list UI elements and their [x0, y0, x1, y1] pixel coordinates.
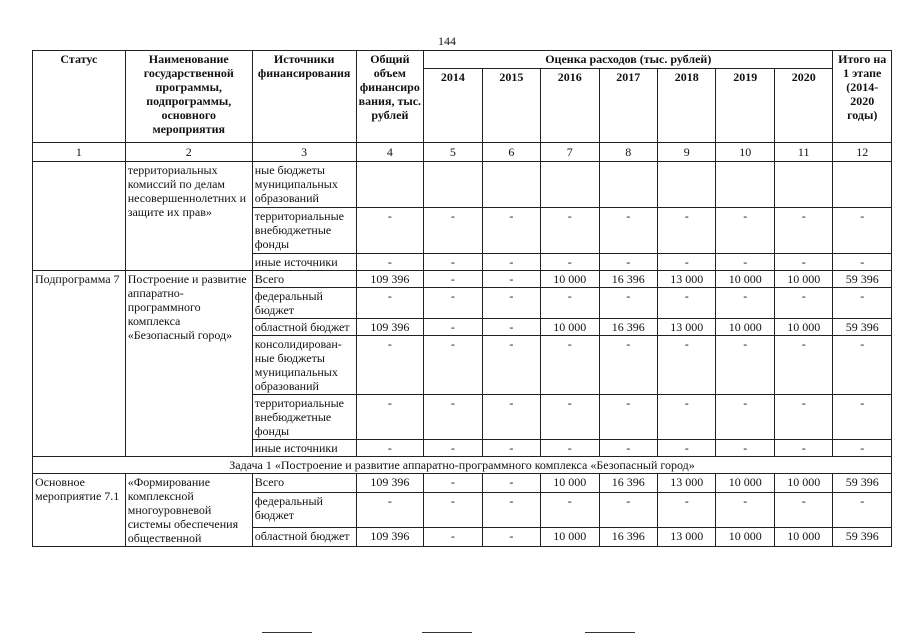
value-cell — [482, 162, 540, 208]
header-year: 2016 — [541, 69, 599, 143]
source-cell: Всего — [252, 474, 356, 493]
value-cell: - — [599, 254, 657, 271]
value-cell: - — [356, 493, 424, 528]
value-cell: 10 000 — [774, 319, 833, 336]
header-stage-total: Итого на 1 этапе (2014-2020 годы) — [833, 51, 892, 143]
header-year: 2020 — [774, 69, 833, 143]
column-number: 3 — [252, 143, 356, 162]
value-cell: - — [541, 440, 599, 457]
value-cell: - — [774, 254, 833, 271]
value-cell: 10 000 — [774, 474, 833, 493]
column-number: 9 — [657, 143, 715, 162]
value-cell: - — [599, 395, 657, 440]
scan-mark — [422, 632, 472, 633]
value-cell: - — [774, 493, 833, 528]
value-cell — [774, 162, 833, 208]
source-cell: иные источники — [252, 254, 356, 271]
value-cell — [356, 162, 424, 208]
page-number: 144 — [438, 34, 456, 48]
header-year: 2015 — [482, 69, 540, 143]
value-cell: - — [424, 440, 482, 457]
value-cell: - — [356, 440, 424, 457]
value-cell — [599, 162, 657, 208]
value-cell: 10 000 — [541, 319, 599, 336]
value-cell: - — [599, 493, 657, 528]
column-number: 1 — [33, 143, 126, 162]
value-cell: 10 000 — [774, 527, 833, 546]
value-cell: - — [833, 440, 892, 457]
table-row — [33, 162, 892, 208]
value-cell: - — [482, 254, 540, 271]
value-cell: 10 000 — [541, 271, 599, 288]
value-cell: - — [833, 336, 892, 395]
value-cell: 59 396 — [833, 271, 892, 288]
value-cell: - — [356, 288, 424, 319]
value-cell: - — [424, 336, 482, 395]
value-cell: 10 000 — [716, 527, 774, 546]
column-number: 6 — [482, 143, 540, 162]
value-cell — [657, 162, 715, 208]
value-cell: - — [482, 319, 540, 336]
column-number: 2 — [125, 143, 252, 162]
value-cell: - — [482, 208, 540, 254]
value-cell: 10 000 — [541, 527, 599, 546]
value-cell: 109 396 — [356, 271, 424, 288]
value-cell: - — [716, 395, 774, 440]
table-row — [33, 271, 892, 288]
status-cell: Подпрограмма 7 — [33, 271, 126, 457]
value-cell: - — [482, 336, 540, 395]
source-cell: Всего — [252, 271, 356, 288]
value-cell: - — [356, 395, 424, 440]
value-cell: - — [424, 208, 482, 254]
source-cell: консолидирован-ные бюджеты муниципальных образований — [252, 336, 356, 395]
source-cell: федеральный бюджет — [252, 288, 356, 319]
value-cell: - — [482, 493, 540, 528]
value-cell: 10 000 — [716, 319, 774, 336]
value-cell: - — [774, 440, 833, 457]
column-number: 11 — [774, 143, 833, 162]
value-cell: 10 000 — [774, 271, 833, 288]
header-total: Общий объем финансиро вания, тыс. рублей — [356, 51, 424, 143]
value-cell: 16 396 — [599, 474, 657, 493]
value-cell: - — [833, 493, 892, 528]
header-status: Статус — [33, 51, 126, 143]
value-cell: - — [541, 493, 599, 528]
value-cell: - — [599, 440, 657, 457]
source-cell: областной бюджет — [252, 319, 356, 336]
value-cell: 59 396 — [833, 474, 892, 493]
budget-table — [32, 50, 892, 547]
value-cell: - — [657, 288, 715, 319]
value-cell: - — [541, 336, 599, 395]
source-cell: областной бюджет — [252, 527, 356, 546]
value-cell: 109 396 — [356, 474, 424, 493]
value-cell: - — [424, 395, 482, 440]
value-cell: 13 000 — [657, 474, 715, 493]
value-cell: 13 000 — [657, 527, 715, 546]
value-cell: - — [657, 440, 715, 457]
value-cell: - — [482, 474, 540, 493]
value-cell: - — [657, 254, 715, 271]
value-cell: 16 396 — [599, 271, 657, 288]
header-name: Наименование государственной программы, подпрограммы, основного мероприятия — [125, 51, 252, 143]
task-row — [33, 457, 892, 474]
value-cell: - — [657, 208, 715, 254]
status-cell — [33, 162, 126, 271]
value-cell: - — [356, 208, 424, 254]
column-number: 4 — [356, 143, 424, 162]
value-cell: - — [541, 208, 599, 254]
value-cell: - — [716, 336, 774, 395]
value-cell: - — [657, 493, 715, 528]
source-cell: территориальные внебюджетные фонды — [252, 208, 356, 254]
value-cell: - — [716, 254, 774, 271]
value-cell: - — [424, 254, 482, 271]
value-cell: - — [833, 208, 892, 254]
header-year: 2017 — [599, 69, 657, 143]
value-cell: - — [833, 288, 892, 319]
value-cell: - — [716, 440, 774, 457]
value-cell: - — [599, 288, 657, 319]
value-cell: - — [599, 208, 657, 254]
value-cell: - — [424, 474, 482, 493]
value-cell: - — [541, 288, 599, 319]
header-year: 2019 — [716, 69, 774, 143]
value-cell — [716, 162, 774, 208]
value-cell: 109 396 — [356, 319, 424, 336]
table-row — [33, 474, 892, 493]
value-cell: 16 396 — [599, 527, 657, 546]
value-cell: - — [833, 395, 892, 440]
value-cell: 59 396 — [833, 527, 892, 546]
name-cell: Построение и развитие аппаратно-программного комплекса «Безопасный город» — [125, 271, 252, 457]
value-cell — [541, 162, 599, 208]
value-cell: - — [774, 288, 833, 319]
column-number: 12 — [833, 143, 892, 162]
source-cell: ные бюджеты муниципальных образований — [252, 162, 356, 208]
source-cell: федеральный бюджет — [252, 493, 356, 528]
value-cell: 16 396 — [599, 319, 657, 336]
value-cell: - — [716, 493, 774, 528]
scan-mark — [262, 632, 312, 633]
name-cell: территориальных комиссий по делам несовершеннолетних и защите их прав» — [125, 162, 252, 271]
value-cell: - — [482, 527, 540, 546]
value-cell — [424, 162, 482, 208]
source-cell: иные источники — [252, 440, 356, 457]
value-cell: - — [716, 208, 774, 254]
value-cell: - — [541, 395, 599, 440]
value-cell: - — [424, 493, 482, 528]
header-estimate: Оценка расходов (тыс. рублей) — [424, 51, 833, 69]
value-cell: 109 396 — [356, 527, 424, 546]
value-cell: - — [716, 288, 774, 319]
name-cell: «Формирование комплексной многоуровневой системы обеспечения общественной — [125, 474, 252, 547]
value-cell: - — [482, 271, 540, 288]
column-number: 10 — [716, 143, 774, 162]
header-year: 2018 — [657, 69, 715, 143]
value-cell: - — [482, 440, 540, 457]
value-cell: - — [774, 208, 833, 254]
value-cell: - — [424, 319, 482, 336]
scan-mark — [585, 632, 635, 633]
value-cell: - — [424, 527, 482, 546]
column-number: 8 — [599, 143, 657, 162]
column-number: 7 — [541, 143, 599, 162]
value-cell: 10 000 — [716, 474, 774, 493]
value-cell: - — [833, 254, 892, 271]
value-cell: 10 000 — [716, 271, 774, 288]
column-number: 5 — [424, 143, 482, 162]
value-cell: - — [541, 254, 599, 271]
source-cell: территориальные внебюджетные фонды — [252, 395, 356, 440]
task-heading: Задача 1 «Построение и развитие аппаратно-программного комплекса «Безопасный город» — [33, 457, 892, 474]
value-cell: - — [774, 395, 833, 440]
scan-edge-marks — [0, 632, 905, 638]
value-cell: - — [356, 254, 424, 271]
value-cell: - — [482, 395, 540, 440]
value-cell: - — [424, 288, 482, 319]
header-year: 2014 — [424, 69, 482, 143]
status-cell: Основное мероприятие 7.1 — [33, 474, 126, 547]
value-cell: - — [657, 395, 715, 440]
value-cell: - — [424, 271, 482, 288]
value-cell: 59 396 — [833, 319, 892, 336]
value-cell: - — [356, 336, 424, 395]
column-numbers-row — [33, 143, 892, 162]
value-cell: - — [482, 288, 540, 319]
value-cell: 10 000 — [541, 474, 599, 493]
value-cell: 13 000 — [657, 271, 715, 288]
value-cell: 13 000 — [657, 319, 715, 336]
header-sources: Источники финансирования — [252, 51, 356, 143]
value-cell: - — [599, 336, 657, 395]
value-cell — [833, 162, 892, 208]
value-cell: - — [657, 336, 715, 395]
value-cell: - — [774, 336, 833, 395]
